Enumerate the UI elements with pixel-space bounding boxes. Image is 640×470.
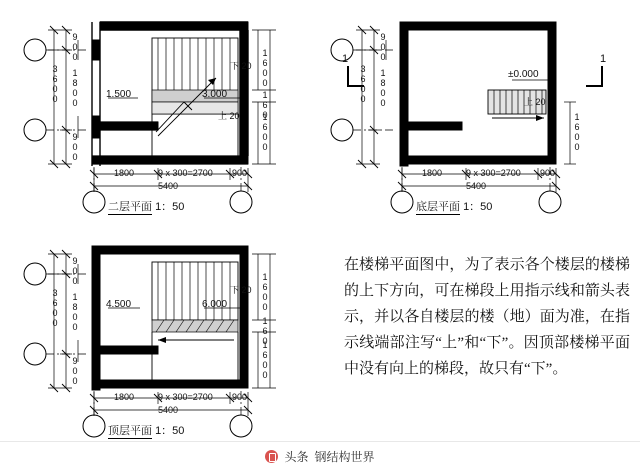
dim-bottom-run: 9 x 300=2700: [466, 168, 521, 178]
caption-scale: 1：50: [155, 201, 185, 213]
dim-bottom-900: 900: [232, 168, 248, 178]
dim-bottom-run: 9 x 300=2700: [158, 168, 213, 178]
explanatory-note: 在楼梯平面图中，为了表示各个楼层的楼梯的上下方向，可在梯段上用指示线和箭头表示，并以各自楼层的楼（地）面为准，在指示线端部注写“上”和“下”。因顶部楼梯平面中没有向上的梯段，故只有“下”。: [344, 257, 630, 377]
note-down-20: 下 20: [230, 285, 252, 295]
panel-second-floor: [8, 6, 308, 216]
dim-right-1600-bottom: 1600: [260, 112, 270, 152]
panel-top-floor: [8, 228, 308, 440]
dim-right-160-top: 160: [260, 316, 270, 346]
dim-left-900-top: 900: [70, 32, 80, 62]
dim-left-total-3600: 3600: [358, 64, 368, 104]
section-mark-left: 1: [342, 53, 349, 65]
dim-bottom-run: 9 x 300=2700: [158, 392, 213, 402]
dim-left-total-3600: 3600: [50, 64, 60, 104]
dim-left-1800: 1800: [70, 68, 80, 108]
dim-left-900-top: 900: [70, 256, 80, 286]
dim-bottom-total-5400: 5400: [158, 405, 179, 415]
dim-bottom-1800: 1800: [114, 168, 135, 178]
dim-left-900-top: 900: [378, 32, 388, 62]
elev-zero: ±0.000: [508, 69, 539, 80]
caption-second-floor: [108, 198, 184, 214]
elev-1500: 1.500: [106, 89, 132, 100]
dim-right-1600-top: 1600: [260, 272, 270, 312]
toutiao-logo-icon: [265, 450, 278, 463]
caption-scale: 1：50: [463, 201, 493, 213]
elev-3000: 3.000: [202, 89, 228, 100]
elev-6000: 6.000: [202, 299, 228, 310]
dim-bottom-900: 900: [232, 392, 248, 402]
dim-right-1600: 1600: [572, 112, 582, 152]
section-mark-right: 1: [600, 53, 607, 65]
caption-top-floor: [108, 422, 184, 438]
caption-scale: 1：50: [155, 425, 185, 437]
elev-4500: 4.500: [106, 299, 132, 310]
caption-ground-floor: [416, 198, 492, 214]
dim-left-1800: 1800: [378, 68, 388, 108]
dim-bottom-900: 900: [540, 168, 556, 178]
dim-bottom-total-5400: 5400: [158, 181, 179, 191]
dim-bottom-total-5400: 5400: [466, 181, 487, 191]
dim-left-1800: 1800: [70, 292, 80, 332]
note-up-20: 上 20: [218, 111, 240, 121]
footer-source-label: 头条: [284, 449, 309, 464]
dim-left-total-3600: 3600: [50, 288, 60, 328]
dim-bottom-1800: 1800: [422, 168, 443, 178]
dim-right-160-top: 160: [260, 90, 270, 120]
caption-name: 底层平面: [416, 201, 460, 213]
dim-right-1600-top: 1600: [260, 48, 270, 88]
footer-attribution: [0, 442, 640, 470]
caption-name: 顶层平面: [108, 425, 152, 437]
dim-bottom-1800: 1800: [114, 392, 135, 402]
panel-ground-floor: [312, 6, 632, 216]
note-up-20: 上 20: [524, 97, 546, 107]
dim-left-900-bottom: 900: [70, 132, 80, 162]
footer-account-name: 钢结构世界: [314, 449, 375, 464]
caption-name: 二层平面: [108, 201, 152, 213]
note-down-20-top: 下 20: [230, 61, 252, 71]
dim-left-900-bottom: 900: [70, 356, 80, 386]
dim-right-1600-bottom: 1600: [260, 340, 270, 380]
